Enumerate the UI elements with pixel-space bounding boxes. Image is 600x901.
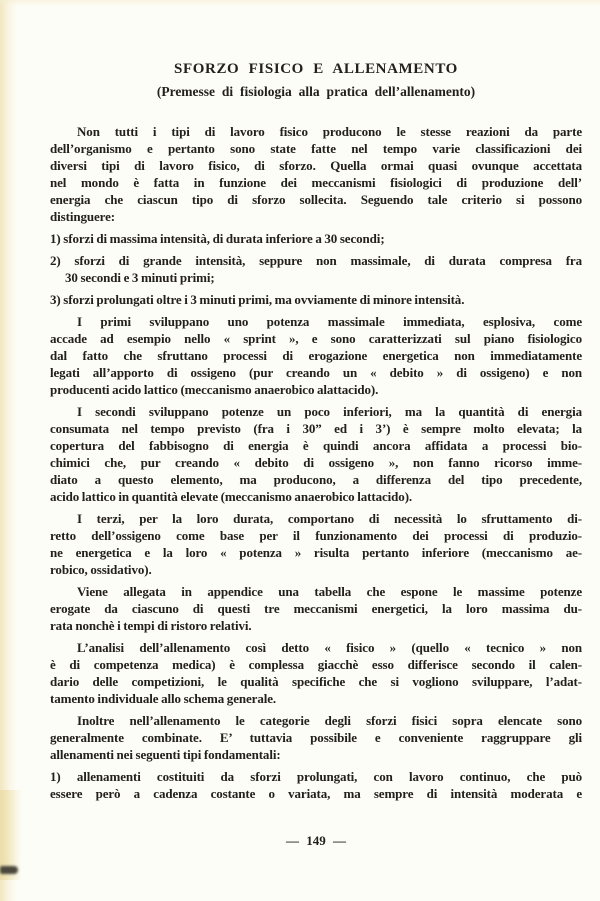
list-item <box>50 230 582 247</box>
text-line: erogate da ciascuno di questi tre meccanismi energetici, la loro massima du- <box>50 601 582 616</box>
page-content <box>50 0 582 849</box>
text-line: diato a questo elemento, ma producono, a differenza del tipo precedente, <box>50 472 582 487</box>
text-line: 1) allenamenti costituiti da sforzi prolungati, con lavoro continuo, che può <box>50 769 582 784</box>
text-line: copertura del fabbisogno di energia è quindi ancora affidata a processi bio- <box>50 438 582 453</box>
text-line: consumata nel tempo previsto (fra i 30” ed i 3’) è sempre molto elevata; la <box>50 421 582 436</box>
paragraph <box>50 313 582 398</box>
text-line: producenti acido lattico (meccanismo anaerobico alattacido). <box>50 382 379 397</box>
text-line: I secondi sviluppano potenze un poco inferiori, ma la quantità di energia <box>77 404 582 419</box>
text-line: allenamenti nei seguenti tipi fondamentali: <box>50 747 281 762</box>
paragraph <box>50 510 582 578</box>
text-line: tamento individuale allo schema generale. <box>50 691 277 706</box>
text-line: ne energetica e la loro « potenza » risulta pertanto inferiore (meccanismo ae- <box>50 545 582 560</box>
text-line: 30 secondi e 3 minuti primi; <box>65 270 215 285</box>
paragraph <box>50 712 582 763</box>
text-line: diversi tipi di lavoro fisico, di sforzo. Quella ormai quasi ovunque accettata <box>50 158 582 173</box>
text-line: è di competenza medica) è complessa giacchè esso differisce secondo il calen- <box>50 657 582 672</box>
text-line: 2) sforzi di grande intensità, seppure non massimale, di durata compresa fra <box>50 253 582 268</box>
text-line: energia che ciascun tipo di sforzo sollecita. Seguendo tale criterio si possono <box>50 192 582 207</box>
page-number: — 149 — <box>286 833 346 848</box>
list-item <box>50 768 582 802</box>
text-line: I terzi, per la loro durata, comportano di necessità lo sfruttamento di- <box>77 511 582 526</box>
text-line: chimici che, pur creando « debito di ossigeno », non fanno ricorso imme- <box>50 455 582 470</box>
text-line: nel mondo è fatta in funzione dei meccanismi fisiologici di produzione dell’ <box>50 175 582 190</box>
page-body <box>50 123 582 802</box>
paragraph <box>50 123 582 225</box>
text-line: robico, ossidativo). <box>50 562 152 577</box>
paragraph <box>50 403 582 505</box>
text-line: dario delle competizioni, le qualità specifiche che si vogliono sviluppare, l’adat- <box>50 674 582 689</box>
scan-artifact <box>0 866 18 874</box>
page-title: SFORZO FISICO E ALLENAMENTO <box>174 61 458 77</box>
list-item <box>50 291 582 308</box>
text-line: dal fatto che sfruttano processi di erogazione energetica non immediatamente <box>50 348 582 363</box>
text-line: generalmente combinate. E’ tuttavia possibile e conveniente raggruppare gli <box>50 730 582 745</box>
text-line: Inoltre nell’allenamento le categorie degli sforzi fisici sopra elencate sono <box>77 713 582 728</box>
text-line: retto dell’ossigeno come base per il funzionamento dei processi di produzio- <box>50 528 582 543</box>
text-line: essere però a cadenza costante o variata, ma sempre di intensità moderata e <box>50 786 582 801</box>
page-subtitle: (Premesse di fisiologia alla pratica dell’allenamento) <box>156 84 476 99</box>
paragraph <box>50 639 582 707</box>
text-line: Non tutti i tipi di lavoro fisico producono le stesse reazioni da parte <box>77 124 582 139</box>
text-line: rata nonchè i tempi di ristoro relativi. <box>50 618 252 633</box>
text-line: dell’organismo e pertanto sono state fatte nel tempo varie classificazioni dei <box>50 141 582 156</box>
page-edge-shading-left <box>0 0 17 901</box>
text-line: 1) sforzi di massima intensità, di durata inferiore a 30 secondi; <box>50 231 385 246</box>
paragraph <box>50 583 582 634</box>
text-line: L’analisi dell’allenamento così detto « fisico » (quello « tecnico » non <box>77 640 582 655</box>
text-line: accade ad esempio nello « sprint », e sono caratterizzati sul piano fisiologico <box>50 331 582 346</box>
text-line: legati all’apporto di ossigeno (pur creando un « debito » di ossigeno) e non <box>50 365 582 380</box>
text-line: Viene allegata in appendice una tabella che espone le massime potenze <box>77 584 582 599</box>
text-line: 3) sforzi prolungati oltre i 3 minuti primi, ma ovviamente di minore intensità. <box>50 292 465 307</box>
text-line: I primi sviluppano uno potenza massimale immediata, esplosiva, come <box>77 314 582 329</box>
list-item <box>50 252 582 286</box>
text-line: acido lattico in quantità elevate (meccanismo anaerobico lattacido). <box>50 489 413 504</box>
text-line: distinguere: <box>50 209 116 224</box>
